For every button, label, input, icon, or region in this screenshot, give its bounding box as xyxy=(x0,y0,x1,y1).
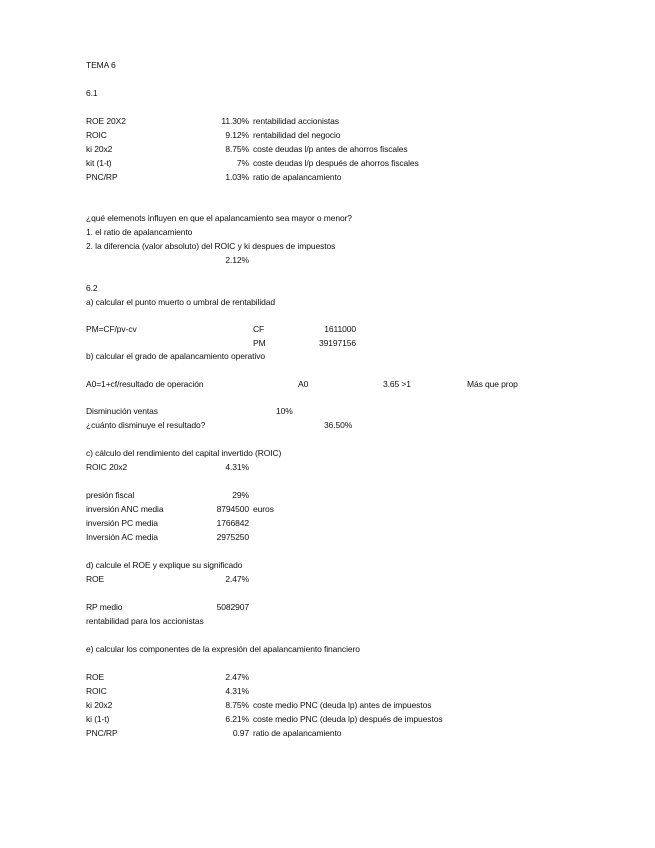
cf-label: CF xyxy=(253,324,265,334)
pm-label: PM xyxy=(253,338,266,348)
row-value: 10% xyxy=(276,406,293,416)
row-value: 6.21% xyxy=(225,714,249,724)
row-value: 8.75% xyxy=(225,700,249,710)
row-label: ki (1-t) xyxy=(86,714,110,724)
row-label: ROIC 20x2 xyxy=(86,462,128,472)
row-desc: coste deudas l/p antes de ahorros fiscales xyxy=(253,144,408,154)
row-label: ROIC xyxy=(86,130,107,140)
row-desc: rentabilidad para los accionistas xyxy=(86,616,204,626)
row-label: presión fiscal xyxy=(86,490,135,500)
row-value: 7% xyxy=(236,158,249,168)
row-label: PNC/RP xyxy=(86,728,118,738)
row-label: Disminución ventas xyxy=(86,406,158,416)
ao-note: Más que prop xyxy=(467,379,518,389)
row-desc: rentabilidad del negocio xyxy=(253,130,341,140)
subsection-title: a) calcular el punto muerto o umbral de rentabilidad xyxy=(86,297,275,307)
page-title: TEMA 6 xyxy=(86,60,116,70)
row-value: 2.47% xyxy=(225,574,249,584)
formula-text: A0=1+cf/resultado de operación xyxy=(86,379,204,389)
row-desc: coste medio PNC (deuda lp) después de impuestos xyxy=(253,714,443,724)
ao-value: 3.65 >1 xyxy=(383,379,411,389)
row-label: inversión ANC media xyxy=(86,504,164,514)
row-label: ROE xyxy=(86,574,105,584)
row-desc: ratio de apalancamiento xyxy=(253,728,342,738)
row-label: ki 20x2 xyxy=(86,144,113,154)
section-heading-6-2: 6.2 xyxy=(86,283,98,293)
row-value: 5082907 xyxy=(216,602,249,612)
subsection-title: d) calcule el ROE y explique su significado xyxy=(86,560,243,570)
cf-value: 1611000 xyxy=(324,324,356,334)
answer-text: 2. la diferencia (valor absoluto) del ROIC y ki despues de impuestos xyxy=(86,241,336,251)
row-value: 1.03% xyxy=(225,172,249,182)
row-value: 36.50% xyxy=(324,420,353,430)
row-value: 29% xyxy=(232,490,249,500)
subsection-title: e) calcular los componentes de la expresión del apalancamiento financiero xyxy=(86,644,360,654)
row-value: 4.31% xyxy=(225,462,249,472)
row-label: Inversión AC media xyxy=(86,532,158,542)
row-desc: coste deudas l/p después de ahorros fiscales xyxy=(253,158,419,168)
row-value: 2975250 xyxy=(216,532,249,542)
formula-text: PM=CF/pv-cv xyxy=(86,324,137,334)
row-value: 9.12% xyxy=(225,130,249,140)
unit-text: euros xyxy=(253,504,274,514)
row-label: ROE xyxy=(86,672,105,682)
row-desc: rentabilidad accionistas xyxy=(253,116,339,126)
row-value: 2.47% xyxy=(225,672,249,682)
row-label: ROE 20X2 xyxy=(86,116,126,126)
question-text: ¿qué elemenots influyen en que el apalancamiento sea mayor o menor? xyxy=(86,213,352,223)
row-value: 4.31% xyxy=(225,686,249,696)
row-value: 8.75% xyxy=(225,144,249,154)
row-desc: ratio de apalancamiento xyxy=(253,172,342,182)
row-value: 0.97 xyxy=(232,728,249,738)
row-value: 8794500 xyxy=(216,504,249,514)
answer-text: 1. el ratio de apalancamiento xyxy=(86,227,193,237)
subsection-title: c) cálculo del rendimiento del capital invertido (ROIC) xyxy=(86,448,282,458)
row-label: inversión PC media xyxy=(86,518,158,528)
row-label: ROIC xyxy=(86,686,107,696)
row-label: ¿cuánto disminuye el resultado? xyxy=(86,420,206,430)
row-label: kit (1-t) xyxy=(86,158,112,168)
pm-value: 39197156 xyxy=(318,338,356,348)
section-heading-6-1: 6.1 xyxy=(86,88,98,98)
row-label: RP medio xyxy=(86,602,123,612)
difference-value: 2.12% xyxy=(225,255,249,265)
row-value: 11.30% xyxy=(221,116,249,126)
row-value: 1766842 xyxy=(216,518,249,528)
row-desc: coste medio PNC (deuda lp) antes de impuestos xyxy=(253,700,432,710)
row-label: PNC/RP xyxy=(86,172,118,182)
ao-label: A0 xyxy=(298,379,309,389)
row-label: ki 20x2 xyxy=(86,700,113,710)
subsection-title: b) calcular el grado de apalancamiento operativo xyxy=(86,351,266,361)
